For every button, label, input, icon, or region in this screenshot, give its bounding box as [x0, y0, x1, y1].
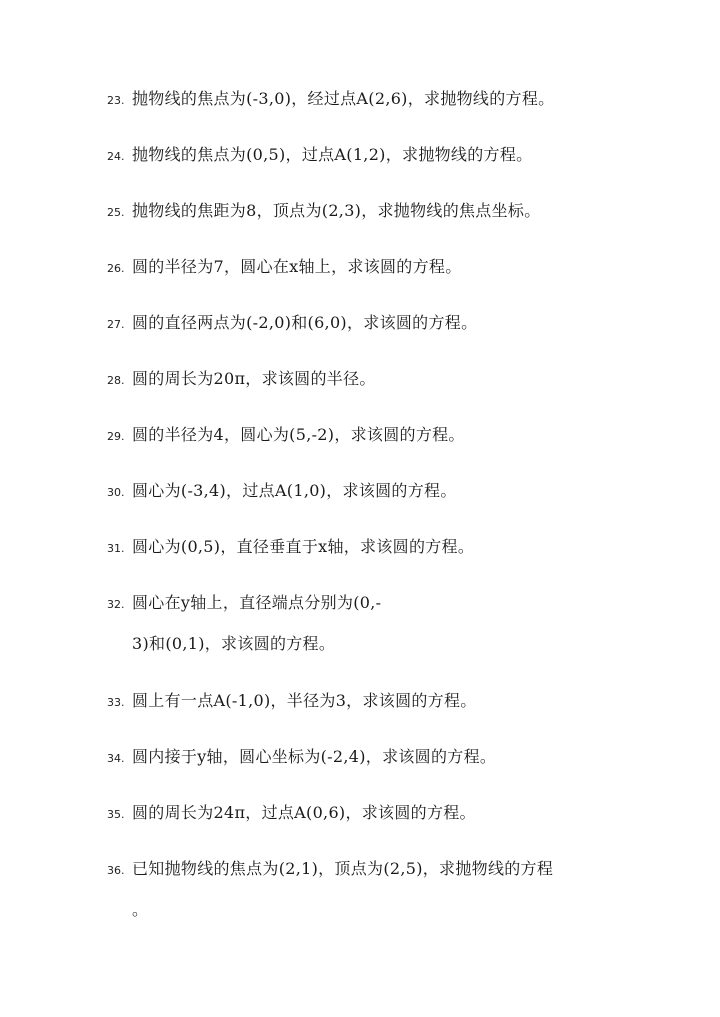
problem-36 [107, 859, 647, 881]
problem-33 [107, 691, 647, 713]
problem-number: 34. [107, 752, 125, 765]
problem-number: 36. [107, 864, 125, 877]
problem-text: 圆的直径两点为(-2,0)和(6,0)，求该圆的方程。 [132, 313, 478, 332]
problem-text: 已知抛物线的焦点为(2,1)，顶点为(2,5)，求抛物线的方程 [132, 859, 554, 878]
problem-number: 25. [107, 206, 125, 219]
problem-number: 28. [107, 374, 125, 387]
problem-text: 圆心为(0,5)，直径垂直于x轴，求该圆的方程。 [132, 537, 475, 556]
problem-number: 26. [107, 262, 125, 275]
problem-number: 30. [107, 486, 125, 499]
problem-28 [107, 369, 647, 391]
problem-text: 抛物线的焦点为(0,5)，过点A(1,2)，求抛物线的方程。 [132, 145, 533, 164]
problem-number: 24. [107, 150, 125, 163]
problem-text: 圆的周长为20π，求该圆的半径。 [132, 369, 376, 388]
problem-text: 圆的半径为4，圆心为(5,-2)，求该圆的方程。 [132, 425, 465, 444]
problem-29 [107, 425, 647, 447]
problem-24 [107, 145, 647, 167]
problem-35 [107, 803, 647, 825]
problem-number: 33. [107, 696, 125, 709]
problem-number: 35. [107, 808, 125, 821]
problem-31 [107, 537, 647, 559]
problem-text: 抛物线的焦距为8，顶点为(2,3)，求抛物线的焦点坐标。 [132, 201, 541, 220]
problem-32 [107, 593, 647, 615]
problem-text: 圆的周长为24π，过点A(0,6)，求该圆的方程。 [132, 803, 476, 822]
problem-text: 圆上有一点A(-1,0)，半径为3，求该圆的方程。 [132, 691, 477, 710]
problem-number: 27. [107, 318, 125, 331]
problem-25 [107, 201, 647, 223]
problem-number: 29. [107, 430, 125, 443]
problem-34 [107, 747, 647, 769]
problem-36-continuation: 。 [132, 900, 149, 919]
problem-26 [107, 257, 647, 279]
problem-27 [107, 313, 647, 335]
problem-text: 抛物线的焦点为(-3,0)，经过点A(2,6)，求抛物线的方程。 [132, 89, 555, 108]
problem-text: 圆心为(-3,4)，过点A(1,0)，求该圆的方程。 [132, 481, 457, 500]
problem-text: 圆内接于y轴，圆心坐标为(-2,4)，求该圆的方程。 [132, 747, 497, 766]
problem-text: 圆心在y轴上，直径端点分别为(0,- [132, 593, 382, 612]
problem-number: 31. [107, 542, 125, 555]
problem-number: 32. [107, 598, 125, 611]
problem-32-continuation: 3)和(0,1)，求该圆的方程。 [132, 634, 336, 653]
problem-23 [107, 89, 647, 111]
problem-30 [107, 481, 647, 503]
problem-number: 23. [107, 94, 125, 107]
problem-text: 圆的半径为7，圆心在x轴上，求该圆的方程。 [132, 257, 462, 276]
